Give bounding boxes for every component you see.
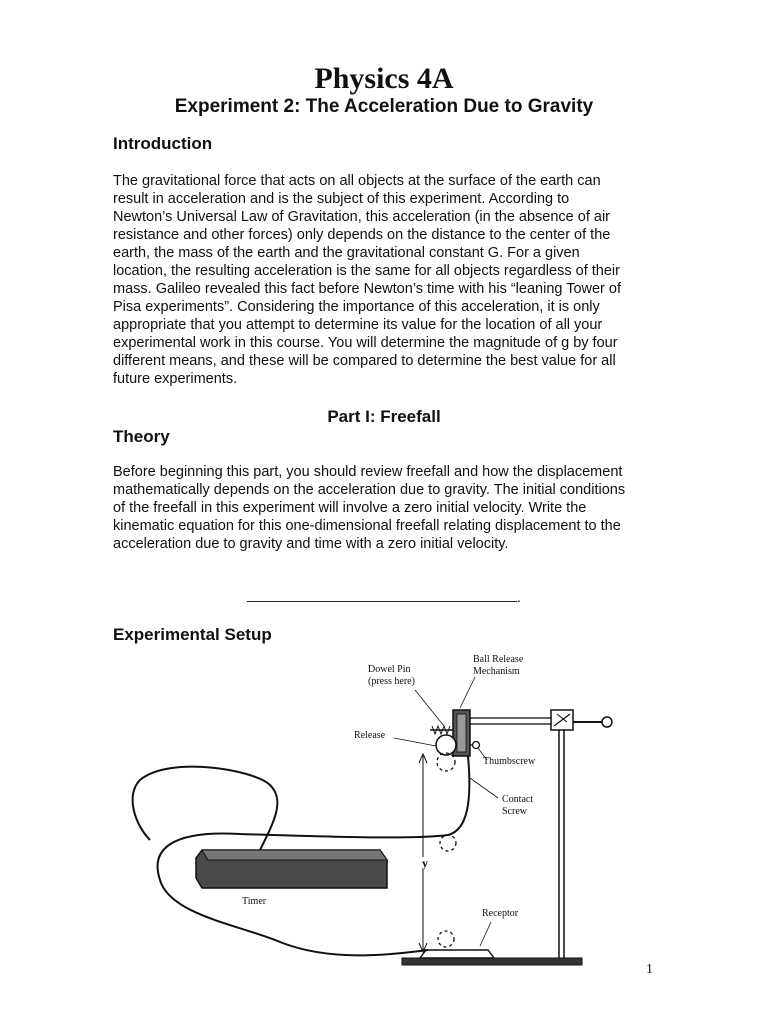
equation-blank-line [247, 587, 517, 602]
introduction-line: The gravitational force that acts on all objects at the surface of the earth can [113, 173, 601, 189]
label-timer: Timer [242, 896, 267, 907]
label-dowel-pin: Dowel Pin (press here) [368, 664, 415, 687]
introduction-line: experimental work in this course. You will determine the magnitude of g by four [113, 335, 618, 351]
equation-blank-period: . [517, 589, 521, 605]
theory-line: kinematic equation for this one-dimensional freefall relating displacement to the [113, 518, 621, 534]
setup-heading: Experimental Setup [113, 625, 272, 644]
label-release: Release [354, 730, 386, 741]
page-title: Physics 4A [314, 62, 454, 95]
thumbscrew [473, 742, 480, 749]
introduction-paragraph [113, 172, 673, 388]
label-thumbscrew: Thumbscrew [483, 756, 536, 767]
experimental-setup-figure [110, 650, 630, 970]
label-y: y [422, 856, 428, 870]
introduction-line: different means, and these will be compared to determine the best value for all [113, 353, 616, 369]
apparatus-diagram [110, 650, 630, 970]
steel-ball [436, 735, 456, 755]
label-receptor: Receptor [482, 908, 519, 919]
theory-line: acceleration due to gravity and time with a zero initial velocity. [113, 536, 509, 552]
introduction-line: mass. Galileo revealed this fact before Newton’s time with his “leaning Tower of [113, 281, 622, 297]
stand-rod [559, 712, 564, 962]
theory-line: Before beginning this part, you should review freefall and how the displacement [113, 464, 623, 480]
introduction-line: earth, the mass of the earth and the gravitational constant G. For a given [113, 245, 580, 261]
theory-line: of the freefall in this experiment will involve a zero initial velocity. Write the [113, 500, 587, 516]
clamp-knob [602, 717, 612, 727]
introduction-line: future experiments. [113, 371, 238, 387]
introduction-heading: Introduction [113, 134, 213, 153]
horizontal-arm [468, 718, 551, 724]
stand-base [402, 958, 582, 965]
introduction-line: Pisa experiments”. Considering the importance of this acceleration, it is only [113, 299, 600, 315]
theory-line: mathematically depends on the acceleration due to gravity. The initial conditions [113, 482, 626, 498]
theory-heading: Theory [113, 427, 170, 446]
introduction-line: appropriate that you attempt to determine its value for the location of all your [113, 317, 603, 333]
page-number: 1 [646, 962, 653, 977]
part1-heading: Part I: Freefall [327, 407, 441, 426]
introduction-line: location, the resulting acceleration is the same for all objects regardless of their [113, 263, 620, 279]
introduction-line: resistance and other forces) only depends on the distance to the center of the [113, 227, 611, 243]
introduction-line: Newton’s Universal Law of Gravitation, this acceleration (in the absence of air [113, 209, 611, 225]
introduction-line: result in acceleration and is the subject of this experiment. According to [113, 191, 570, 207]
theory-paragraph [113, 463, 673, 553]
receptor-pad [420, 950, 494, 958]
experiment-title: Experiment 2: The Acceleration Due to Gravity [174, 96, 594, 117]
label-contact-screw: Contact Screw [502, 794, 534, 816]
label-ball-release: Ball Release Mechanism [473, 654, 524, 676]
